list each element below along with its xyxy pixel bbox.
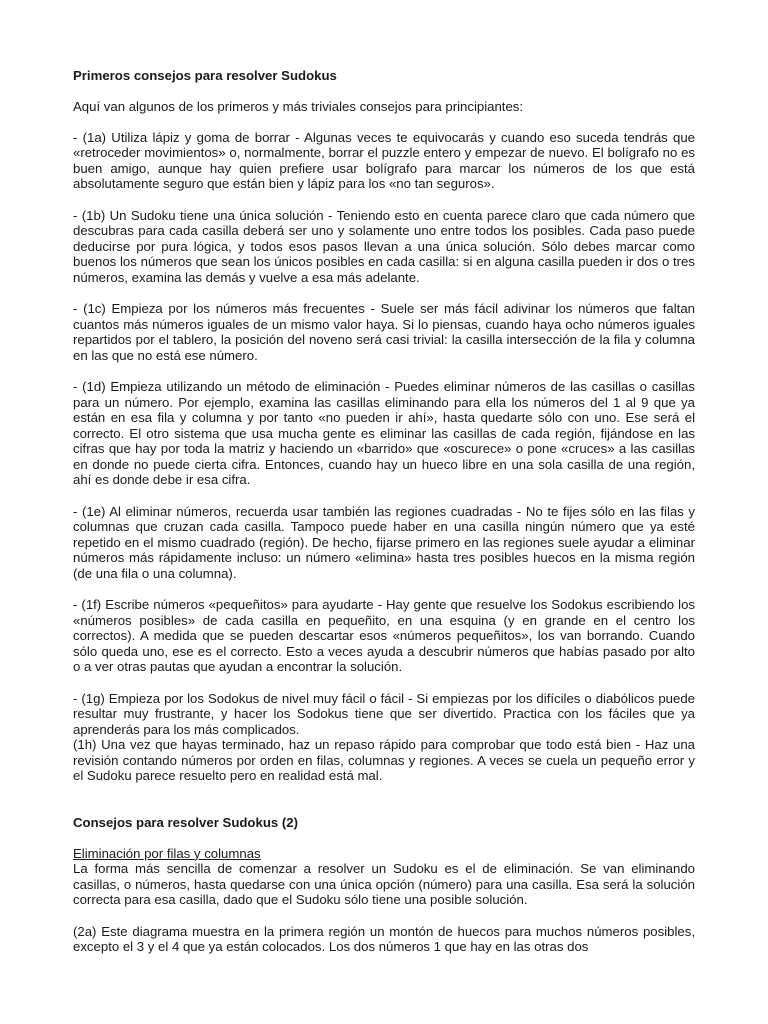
tip-1h: (1h) Una vez que hayas terminado, haz un repaso rápido para comprobar que todo está bien - Haz una revisión contando números por orden en filas, columnas y regiones. A veces se cuela un pequeño error y el Sudoku parece resuelto pero en realidad está mal.	[73, 737, 695, 784]
section1-intro: Aquí van algunos de los primeros y más triviales consejos para principiantes:	[73, 98, 524, 114]
section2-subtitle: Eliminación por filas y columnas	[73, 845, 261, 861]
tip-1g: - (1g) Empieza por los Sodokus de nivel muy fácil o fácil - Si empiezas por los difíciles o diabólicos puede resultar muy frustrante, y hacer los Sodokus tiene que ser divertido. Practica con los fáciles que ya aprenderás para los más complicados.	[73, 690, 695, 737]
tip-1f: - (1f) Escribe números «pequeñitos» para ayudarte - Hay gente que resuelve los Sodokus escribiendo los «números posibles» de cada casilla en pequeñito, en una esquina (y en grande en el centro los correctos). A medida que se pueden descartar esos «números pequeñitos», los van borrando. Cuando sólo queda uno, ese es el correcto. Esto a veces ayuda a descubrir números que habías pasado por alto o a ver otras pautas que ayudan a encontrar la solución.	[73, 597, 695, 675]
tip-1d: - (1d) Empieza utilizando un método de eliminación - Puedes eliminar números de las casillas o casillas para un número. Por ejemplo, examina las casillas eliminando para ella los números del 1 al 9 que ya están en esa fila y columna y por tanto «no pueden ir ahí», hasta quedarte sólo con uno. Ese será el correcto. El otro sistema que usa mucha gente es eliminar las casillas de cada región, fijándose en las cifras que hay por toda la matriz y haciendo un «barrido» que «oscurece» o pone «cruces» a las casillas en donde no puede cierta cifra. Entonces, cuando hay un hueco libre en una sola casilla de una región, ahí es donde debe ir esa cifra.	[73, 378, 695, 488]
section2-title: Consejos para resolver Sudokus (2)	[73, 815, 298, 831]
tip-1a: - (1a) Utiliza lápiz y goma de borrar - Algunas veces te equivocarás y cuando eso suceda tendrás que «retroceder movimientos» o, normalmente, borrar el puzzle entero y empezar de nuevo. El bolígrafo no es buen amigo, aunque hay quien prefiere usar bolígrafo para marcar los números de los que está absolutamente seguro que están bien y lápiz para los «no tan seguros».	[73, 129, 695, 192]
section2-para1: La forma más sencilla de comenzar a resolver un Sudoku es el de eliminación. Se van eliminando casillas, o números, hasta quedarse con una única opción (número) para una casilla. Esa será la solución correcta para esa casilla, dado que el Sudoku sólo tiene una posible solución.	[73, 861, 695, 908]
tip-1c: - (1c) Empieza por los números más frecuentes - Suele ser más fácil adivinar los números que faltan cuantos más números iguales de un mismo valor haya. Si lo piensas, cuando haya ocho números iguales repartidos por el tablero, la posición del noveno será casi trivial: la casilla intersección de la fila y columna en las que no está ese número.	[73, 301, 695, 363]
section2-para2: (2a) Este diagrama muestra en la primera región un montón de huecos para muchos números posibles, excepto el 3 y el 4 que ya están colocados. Los dos números 1 que hay en las otras dos	[73, 923, 695, 955]
tip-1b: - (1b) Un Sudoku tiene una única solución - Teniendo esto en cuenta parece claro que cada número que descubras para cada casilla deberá ser uno y solamente uno entre todos los posibles. Cada paso puede deducirse por pura lógica, y todos esos pasos llevan a una única solución. Sólo debes marcar como buenos los números que sean los únicos posibles en cada casilla: si en alguna casilla pueden ir dos o tres números, examina las demás y vuelve a esa más adelante.	[73, 207, 695, 285]
tip-1e: - (1e) Al eliminar números, recuerda usar también las regiones cuadradas - No te fijes sólo en las filas y columnas que cruzan cada casilla. Tampoco puede haber en una casilla ningún número que ya esté repetido en el mismo cuadrado (región). De hecho, fijarse primero en las regiones suele ayudar a eliminar números más rápidamente incluso: un número «elimina» hasta tres posibles huecos en la misma región (de una fila o una columna).	[73, 503, 695, 581]
section1-title: Primeros consejos para resolver Sudokus	[73, 68, 337, 83]
section-spacer	[73, 800, 695, 816]
